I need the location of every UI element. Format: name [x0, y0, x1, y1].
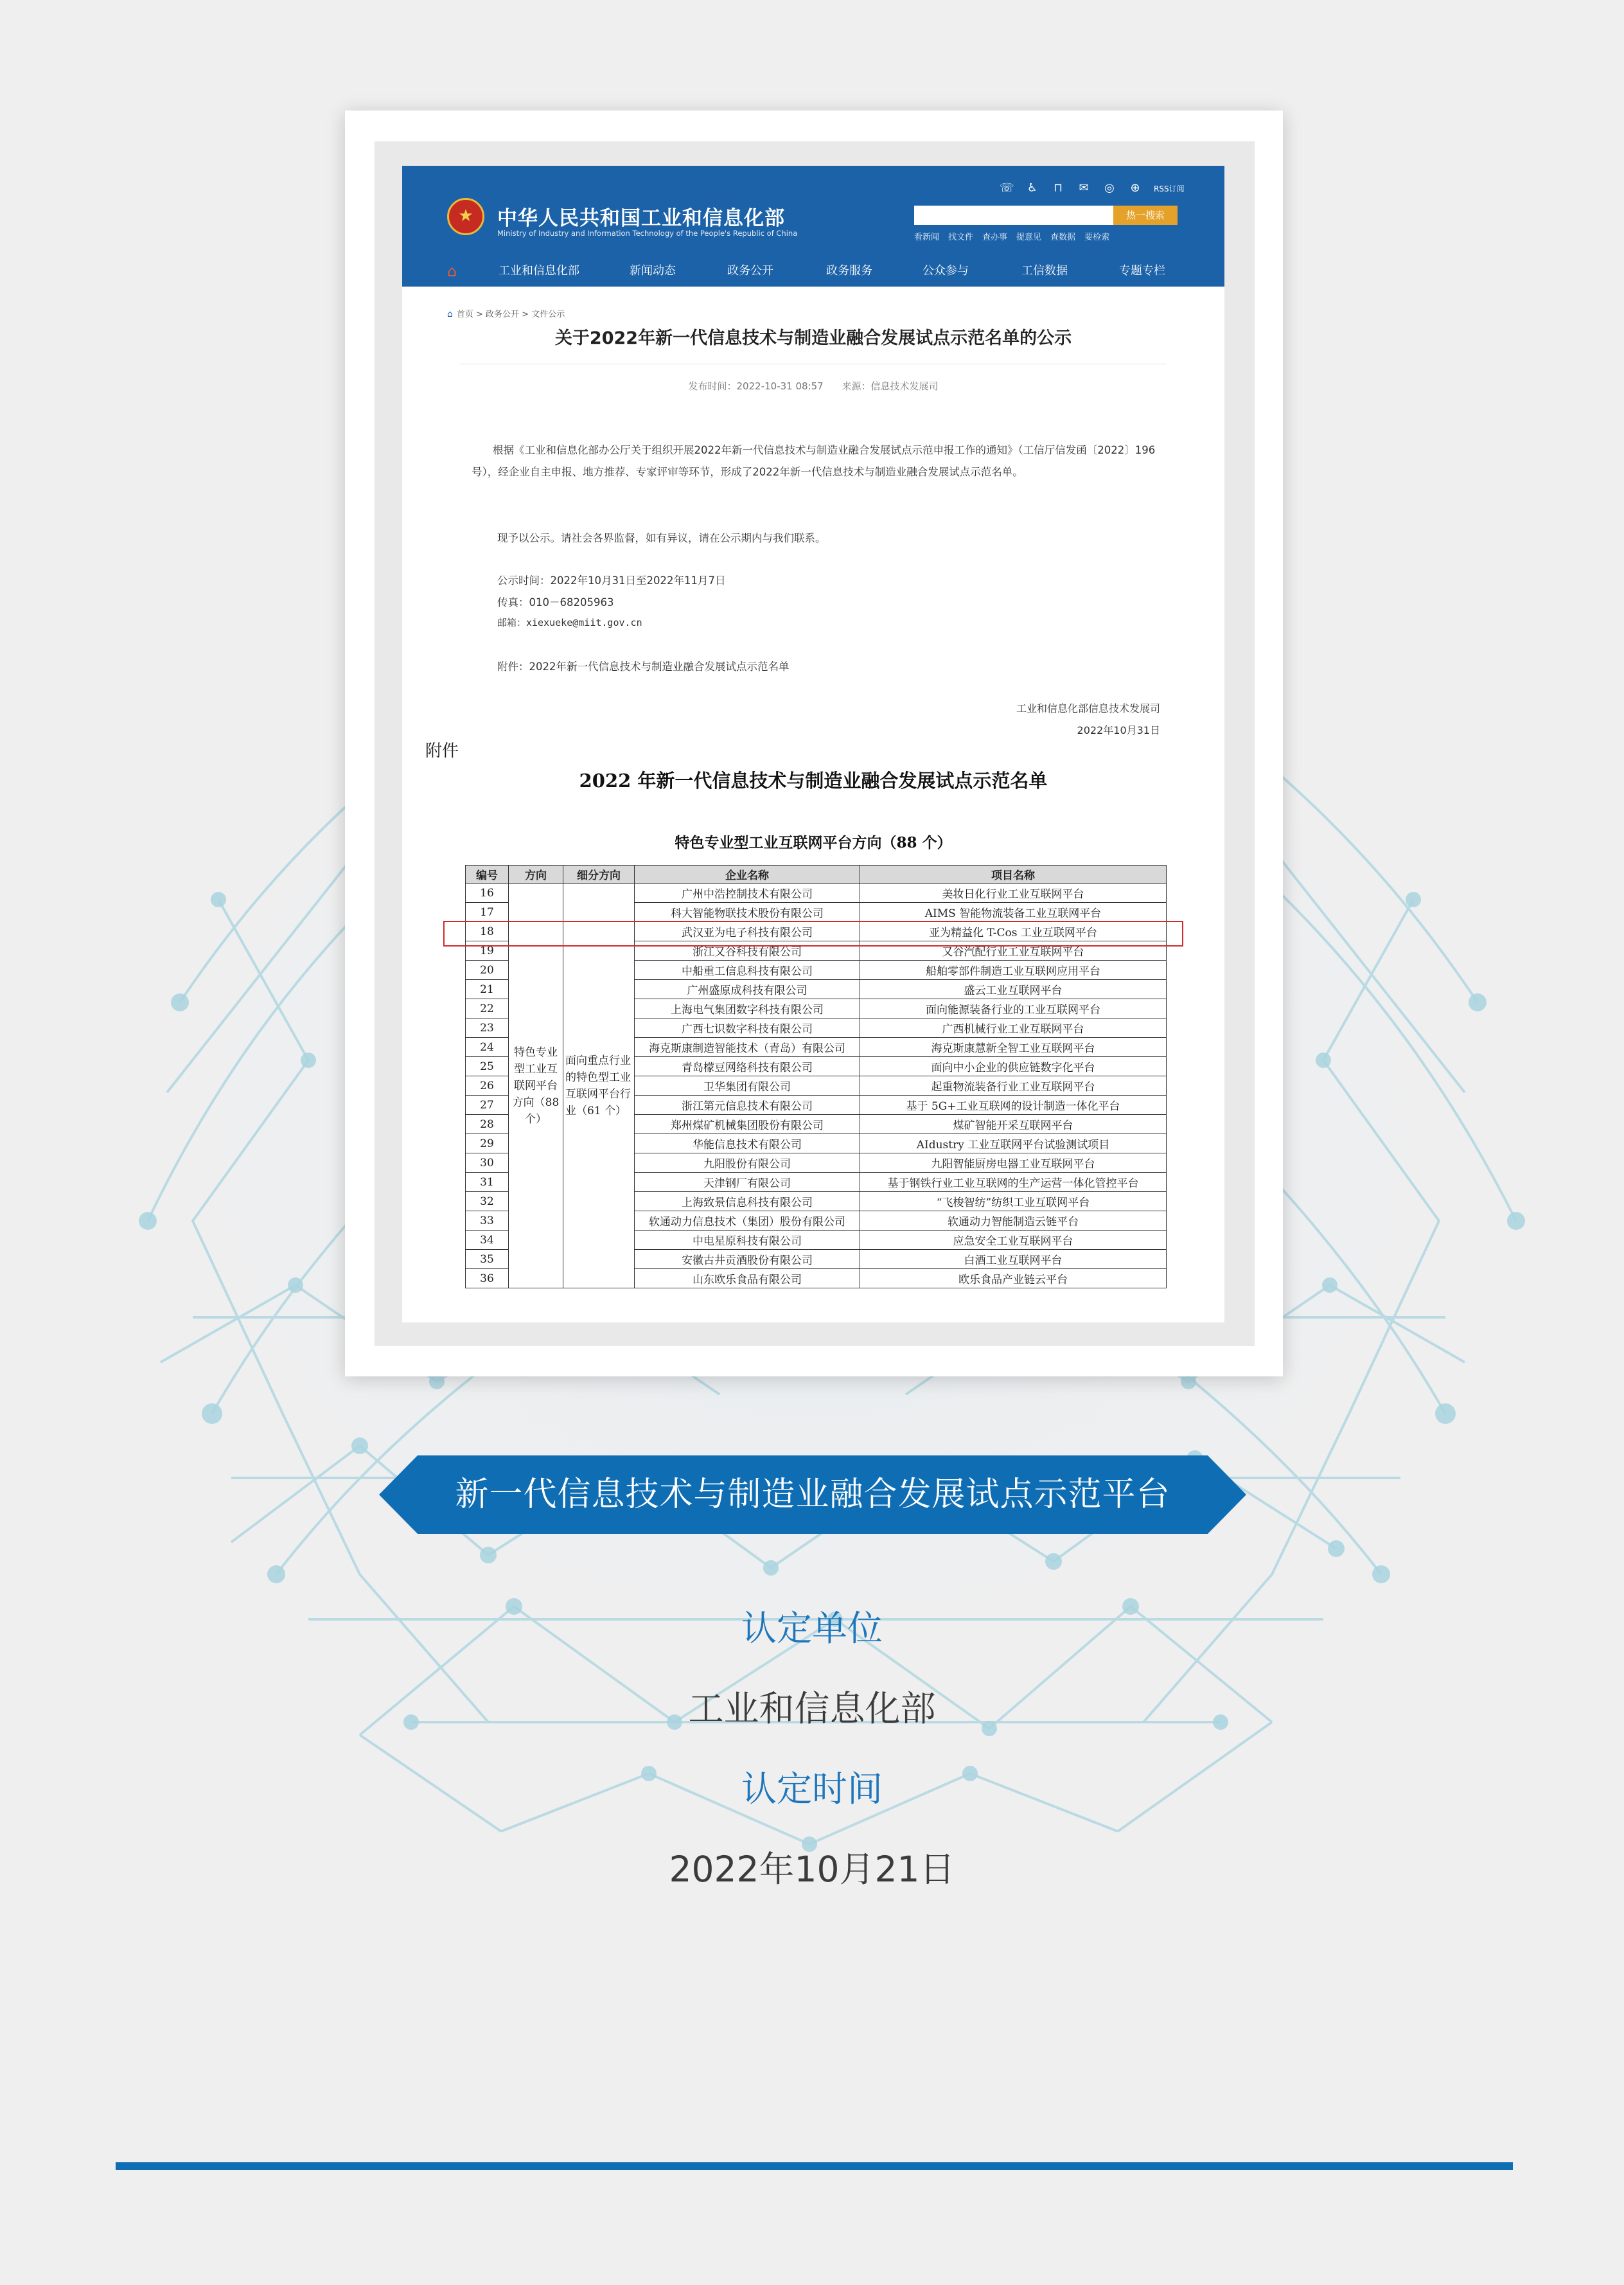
row-number: 26	[466, 1076, 509, 1096]
project-name: 美妆日化行业工业互联网平台	[860, 884, 1167, 903]
row-number: 32	[466, 1192, 509, 1211]
attachment-link[interactable]: 附件：2022年新一代信息技术与制造业融合发展试点示范名单	[497, 661, 790, 673]
company-name: 山东欧乐食品有限公司	[635, 1269, 860, 1288]
mail-icon[interactable]: ✉	[1079, 181, 1089, 195]
project-name: 船舶零部件制造工业互联网应用平台	[860, 961, 1167, 980]
nav-item-participation[interactable]: 公众参与	[922, 264, 969, 278]
row-number: 22	[466, 999, 509, 1018]
project-name: 九阳智能厨房电器工业互联网平台	[860, 1153, 1167, 1173]
row-number: 30	[466, 1153, 509, 1173]
quick-link[interactable]: 查办事	[982, 233, 1008, 242]
column-header: 细分方向	[563, 866, 635, 884]
row-number: 18	[466, 922, 509, 941]
project-name: 面向能源装备行业的工业互联网平台	[860, 999, 1167, 1018]
article-source: 来源：信息技术发展司	[842, 380, 939, 392]
nav-item-miit[interactable]: 工业和信息化部	[499, 264, 579, 278]
recognition-unit-value: 工业和信息化部	[688, 1688, 936, 1729]
project-name: 煤矿智能开采互联网平台	[860, 1115, 1167, 1134]
row-number: 25	[466, 1057, 509, 1076]
weibo-icon[interactable]: ◎	[1104, 181, 1115, 195]
recognition-time-label: 认定时间	[741, 1768, 883, 1809]
company-name: 上海致景信息科技有限公司	[635, 1192, 860, 1211]
national-emblem-icon: ★	[447, 198, 484, 235]
quick-link[interactable]: 提意见	[1016, 233, 1042, 242]
search-button[interactable]: 热一搜索	[1113, 206, 1178, 225]
row-number: 27	[466, 1096, 509, 1115]
row-number: 31	[466, 1173, 509, 1192]
row-number: 20	[466, 961, 509, 980]
company-name: 浙江第元信息技术有限公司	[635, 1096, 860, 1115]
home-icon[interactable]: ⌂	[447, 262, 457, 280]
government-notice-screenshot	[402, 166, 1224, 1322]
quick-links	[914, 230, 1109, 242]
project-name: 面向中小企业的供应链数字化平台	[860, 1057, 1167, 1076]
row-number: 23	[466, 1018, 509, 1038]
project-name: 应急安全工业互联网平台	[860, 1231, 1167, 1250]
project-name: 白酒工业互联网平台	[860, 1250, 1167, 1269]
bookmark-icon[interactable]: ⊓	[1053, 181, 1063, 195]
company-name: 天津钢厂有限公司	[635, 1173, 860, 1192]
table-row	[466, 884, 1167, 903]
row-number: 29	[466, 1134, 509, 1153]
project-name: 起重物流装备行业工业互联网平台	[860, 1076, 1167, 1096]
column-header: 企业名称	[635, 866, 860, 884]
project-name: 基于 5G+工业互联网的设计制造一体化平台	[860, 1096, 1167, 1115]
company-name: 卫华集团有限公司	[635, 1076, 860, 1096]
site-header	[402, 166, 1224, 287]
project-name: 亚为精益化 T-Cos 工业互联网平台	[860, 922, 1167, 941]
company-name: 广州盛原成科技有限公司	[635, 980, 860, 999]
column-header: 项目名称	[860, 866, 1167, 884]
site-name: 中华人民共和国工业和信息化部	[497, 207, 785, 230]
company-name: 青岛檬豆网络科技有限公司	[635, 1057, 860, 1076]
row-number: 19	[466, 941, 509, 961]
project-name: 海克斯康慧新全智工业互联网平台	[860, 1038, 1167, 1057]
quick-link[interactable]: 看新闻	[914, 233, 940, 242]
project-name: 基于钢铁行业工业互联网的生产运营一体化管控平台	[860, 1173, 1167, 1192]
search-input[interactable]	[914, 206, 1113, 225]
project-name: AIdustry 工业互联网平台试验测试项目	[860, 1134, 1167, 1153]
company-name: 安徽古井贡酒股份有限公司	[635, 1250, 860, 1269]
bottom-rule	[116, 2162, 1513, 2170]
company-name: 浙江又谷科技有限公司	[635, 941, 860, 961]
row-number: 36	[466, 1269, 509, 1288]
list-subtitle: 特色专业型工业互联网平台方向（88 个）	[675, 834, 952, 851]
article-meta	[402, 379, 1224, 393]
accessibility-icon[interactable]: ♿	[1027, 181, 1038, 195]
quick-link[interactable]: 找文件	[948, 233, 974, 242]
nav-item-topics[interactable]: 专题专栏	[1119, 264, 1165, 278]
column-header: 方向	[509, 866, 563, 884]
company-name: 广西七识数字科技有限公司	[635, 1018, 860, 1038]
article-paragraph: 现予以公示。请社会各界监督，如有异议，请在公示期内与我们联系。	[497, 532, 826, 544]
direction-text: 特色专业型工业互联网平台方向（88 个）	[512, 1045, 560, 1126]
fax-number: 传真：010－68205963	[497, 596, 614, 609]
project-name: 软通动力智能制造云链平台	[860, 1211, 1167, 1231]
row-number: 33	[466, 1211, 509, 1231]
contact-email[interactable]: 邮箱：xiexueke@miit.gov.cn	[497, 617, 642, 628]
breadcrumb-path[interactable]: 首页 > 政务公开 > 文件公示	[456, 310, 565, 319]
row-number: 17	[466, 903, 509, 922]
column-header: 编号	[466, 866, 509, 884]
sub-direction-text: 面向重点行业的特色型工业互联网平台行业（61 个）	[565, 1054, 631, 1117]
quick-link[interactable]: 要检索	[1084, 233, 1110, 242]
company-name: 九阳股份有限公司	[635, 1153, 860, 1173]
nav-item-data[interactable]: 工信数据	[1021, 264, 1068, 278]
company-name: 科大智能物联技术股份有限公司	[635, 903, 860, 922]
issuing-department: 工业和信息化部信息技术发展司	[1016, 702, 1160, 715]
banner-title: 新一代信息技术与制造业融合发展试点示范平台	[455, 1475, 1170, 1514]
company-name: 软通动力信息技术（集团）股份有限公司	[635, 1211, 860, 1231]
row-number: 35	[466, 1250, 509, 1269]
company-name: 海克斯康制造智能技术（青岛）有限公司	[635, 1038, 860, 1057]
company-name: 中电星原科技有限公司	[635, 1231, 860, 1250]
issue-date: 2022年10月31日	[1077, 724, 1160, 736]
company-name: 武汉亚为电子科技有限公司	[635, 922, 860, 941]
row-number: 24	[466, 1038, 509, 1057]
project-name: 欧乐食品产业链云平台	[860, 1269, 1167, 1288]
company-name: 华能信息技术有限公司	[635, 1134, 860, 1153]
nav-item-gov-info[interactable]: 政务公开	[727, 264, 773, 278]
table-header-row	[466, 866, 1167, 884]
article-title: 关于2022年新一代信息技术与制造业融合发展试点示范名单的公示	[554, 328, 1072, 348]
recognition-unit-label: 认定单位	[741, 1608, 883, 1649]
company-name: 中船重工信息科技有限公司	[635, 961, 860, 980]
nav-item-news[interactable]: 新闻动态	[630, 264, 676, 278]
notice-period: 公示时间：2022年10月31日至2022年11月7日	[497, 574, 726, 587]
project-name: 盛云工业互联网平台	[860, 980, 1167, 999]
list-title: 2022 年新一代信息技术与制造业融合发展试点示范名单	[579, 770, 1048, 792]
highlight-box	[443, 921, 1183, 947]
row-number: 34	[466, 1231, 509, 1250]
row-number: 16	[466, 884, 509, 903]
globe-icon[interactable]: ⊕	[1130, 181, 1140, 195]
company-name: 郑州煤矿机械集团股份有限公司	[635, 1115, 860, 1134]
project-name: 广西机械行业工业互联网平台	[860, 1018, 1167, 1038]
top-icon-bar	[1000, 180, 1185, 197]
project-name: 又谷汽配行业工业互联网平台	[860, 941, 1167, 961]
project-name: AIMS 智能物流装备工业互联网平台	[860, 903, 1167, 922]
row-number: 21	[466, 980, 509, 999]
company-name: 上海电气集团数字科技有限公司	[635, 999, 860, 1018]
site-name-english: Ministry of Industry and Information Technology of the People's Republic of China	[497, 229, 798, 238]
project-name: “飞梭智纺”纺织工业互联网平台	[860, 1192, 1167, 1211]
wechat-icon[interactable]: ☏	[1000, 181, 1014, 195]
row-number: 28	[466, 1115, 509, 1134]
company-name: 广州中浩控制技术有限公司	[635, 884, 860, 903]
recognition-time-value: 2022年10月21日	[669, 1849, 955, 1890]
home-icon[interactable]: ⌂	[447, 309, 453, 319]
article-paragraph: 根据《工业和信息化部办公厅关于组织开展2022年新一代信息技术与制造业融合发展试点示范申报工作的通知》（工信厅信发函〔2022〕196号），经企业自主申报、地方推荐、专家评审等环节，形成了2022年新一代信息技术与制造业融合发展试点示范名单。	[472, 444, 1156, 478]
rss-link[interactable]: RSS订阅	[1154, 184, 1185, 193]
quick-link[interactable]: 查数据	[1050, 233, 1076, 242]
breadcrumb	[447, 307, 565, 319]
publish-time: 发布时间：2022-10-31 08:57	[688, 380, 824, 392]
attachment-label: 附件	[425, 742, 459, 761]
nav-item-services[interactable]: 政务服务	[826, 264, 872, 278]
